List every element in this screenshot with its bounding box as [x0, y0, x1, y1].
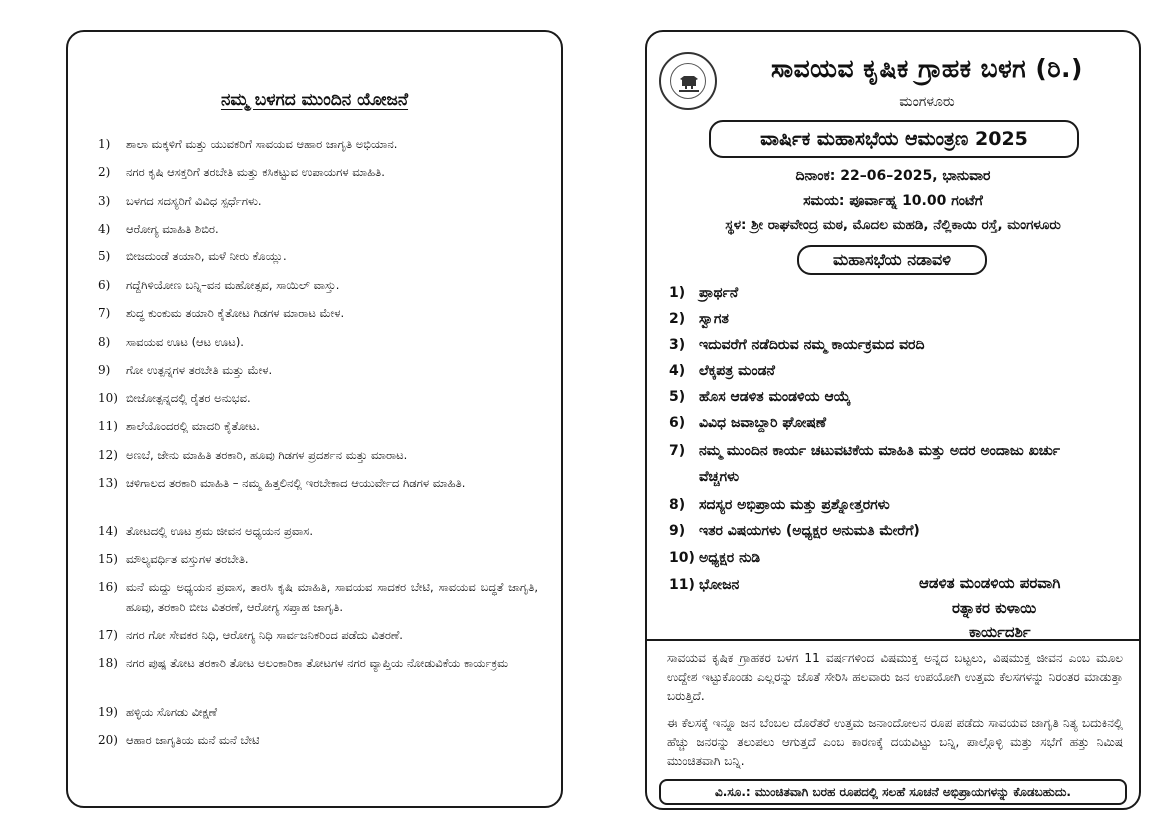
agenda-text: ಭೋಜನ — [699, 577, 740, 593]
future-plans-panel — [66, 30, 563, 808]
meeting-venue: ಸ್ಥಳ: ಶ್ರೀ ರಾಘವೇಂದ್ರ ಮಠ, ಮೊದಲ ಮಹಡಿ, ನೆಲ್ಲಿಕಾಯಿ ರಸ್ತೆ, ಮಂಗಳೂರು — [725, 217, 1061, 233]
about-paragraph: ಸಾವಯವ ಕೃಷಿಕ ಗ್ರಾಹಕರ ಬಳಗ 11 ವರ್ಷಗಳಿಂದ ವಿಷಮುಕ್ತ ಅನ್ನದ ಬಟ್ಟಲು, ವಿಷಮುಕ್ತ ಜೀವನ ಎಂಬ ಮೂಲ ಉದ್ದೇಶ ಇಟ್ಟುಕೊಂಡು ಎಲ್ಲರನ್ನು ಜೊತೆ ಸೇರಿಸಿ ಹಲವಾರು ಜನ ಉಪಯೋಗಿ ಉತ್ತಮ ಕೆಲಸಗಳನ್ನು ನಿರಂತರ ಮಾಡುತ್ತಾ ಬರುತ್ತಿದೆ. — [667, 651, 1123, 703]
signatory-name: ರತ್ನಾಕರ ಕುಳಾಯಿ — [952, 599, 1037, 617]
list-item — [98, 730, 538, 750]
future-plans-heading: ನಮ್ಮ ಬಳಗದ ಮುಂದಿನ ಯೋಜನೆ — [220, 90, 409, 110]
agenda-item — [669, 280, 1099, 306]
note-box: ವಿ.ಸೂ.: ಮುಂಚಿತವಾಗಿ ಬರಹ ರೂಪದಲ್ಲಿ ಸಲಹೆ ಸೂಚನೆ ಅಭಿಪ್ರಾಯಗಳನ್ನು ಕೊಡಬಹುದು. — [659, 779, 1127, 805]
item-text: ನಗರ ಕೃಷಿ ಆಸಕ್ತರಿಗೆ ತರಬೇತಿ ಮತ್ತು ಕಸಿಕಟ್ಟುವ ಉಪಾಯಗಳ ಮಾಹಿತಿ. — [126, 165, 385, 179]
item-number: 3) — [98, 194, 111, 208]
list-item — [98, 416, 538, 436]
agenda-text: ವಿವಿಧ ಜವಾಬ್ದಾರಿ ಘೋಷಣೆ — [699, 415, 827, 431]
list-item — [98, 625, 538, 645]
invitation-title: ವಾರ್ಷಿಕ ಮಹಾಸಭೆಯ ಆಮಂತ್ರಣ 2025 — [709, 120, 1079, 158]
agenda-text: ಸದಸ್ಯರ ಅಭಿಪ್ರಾಯ ಮತ್ತು ಪ್ರಶ್ನೋತ್ತರಗಳು — [699, 497, 890, 513]
list-item — [98, 303, 538, 323]
meeting-time: ಸಮಯ: ಪೂರ್ವಾಹ್ನ 10.00 ಗಂಟೆಗೆ — [803, 193, 983, 209]
agenda-number: 4) — [669, 363, 686, 379]
list-item — [98, 134, 538, 154]
item-number: 13) — [98, 476, 118, 490]
organization-logo — [659, 52, 717, 110]
signatory-role: ಕಾರ್ಯದರ್ಶಿ — [969, 623, 1031, 641]
appeal-paragraph: ಈ ಕೆಲಸಕ್ಕೆ ಇನ್ನೂ ಜನ ಬೆಂಬಲ ದೊರೆತರೆ ಉತ್ತಮ ಜನಾಂದೋಲನ ರೂಪ ಪಡೆದು ಸಾವಯವ ಜಾಗೃತಿ ನಿತ್ಯ ಬದುಕಿನಲ್ಲಿ ಹೆಚ್ಚು ಜನರನ್ನು ತಲುಪಲು ಆಗುತ್ತದೆ ಎಂಬ ಕಾರಣಕ್ಕೆ ದಯವಿಟ್ಟು ಬನ್ನಿ, ಪಾಲ್ಗೊಳ್ಳಿ ಮತ್ತು ಸಭೆಗೆ ಹತ್ತು ನಿಮಿಷ ಮುಂಚಿತವಾಗಿ ಬನ್ನಿ. — [667, 716, 1123, 768]
agenda-number: 9) — [669, 523, 686, 539]
agenda-item — [669, 358, 1099, 384]
agenda-number: 8) — [669, 497, 686, 513]
item-number: 19) — [98, 705, 118, 719]
agenda-text: ಲೆಕ್ಕಪತ್ರ ಮಂಡನೆ — [699, 363, 775, 379]
agenda-item — [669, 572, 789, 598]
item-text: ಬೀಜದುಂಡೆ ತಯಾರಿ, ಮಳೆ ನೀರು ಕೊಯ್ಲು. — [126, 249, 287, 263]
agenda-number: 3) — [669, 337, 686, 353]
list-item — [98, 219, 538, 239]
agenda-item — [669, 438, 1099, 490]
item-text: ನಗರ ಗೋ ಸೇವಕರ ನಿಧಿ, ಆರೋಗ್ಯ ನಿಧಿ ಸಾರ್ವಜನಿಕರಿಂದ ಪಡೆದು ವಿತರಣೆ. — [126, 628, 403, 642]
organization-title: ಸಾವಯವ ಕೃಷಿಕ ಗ್ರಾಹಕ ಬಳಗ (ರಿ.) — [771, 54, 1083, 83]
cow-emblem-icon — [677, 71, 701, 93]
item-text: ಸಾವಯವ ಊಟ (ಆಟ ಊಟ). — [126, 335, 244, 349]
item-text: ಬೀಜೋತ್ಪನ್ನದಲ್ಲಿ ರೈತರ ಅನುಭವ. — [126, 391, 251, 405]
list-item — [98, 473, 538, 493]
agenda-number: 10) — [669, 550, 695, 566]
item-number: 6) — [98, 278, 111, 292]
agenda-title: ಮಹಾಸಭೆಯ ನಡಾವಳಿ — [797, 245, 987, 275]
list-item — [98, 275, 538, 295]
item-text: ಮನೆ ಮದ್ದು ಅಧ್ಯಯನ ಪ್ರವಾಸ, ತಾರಸಿ ಕೃಷಿ ಮಾಹಿತಿ, ಸಾವಯವ ಸಾದಕರ ಬೇಟಿ, ಸಾವಯವ ಬದ್ಧತೆ ಜಾಗೃತಿ, ಹೂವು, ತರಕಾರಿ ಬೀಜ ವಿತರಣೆ, ಆರೋಗ್ಯ ಸಪ್ತಾಹ ಜಾಗೃತಿ. — [126, 580, 538, 614]
item-number: 18) — [98, 656, 118, 670]
agenda-number: 6) — [669, 415, 686, 431]
agenda-item — [669, 384, 1099, 410]
agenda-item — [669, 306, 1099, 332]
agenda-text: ಸ್ವಾಗತ — [699, 311, 729, 327]
item-number: 5) — [98, 249, 111, 263]
item-number: 20) — [98, 733, 118, 747]
item-number: 12) — [98, 448, 118, 462]
agenda-item — [669, 332, 1099, 358]
item-text: ತೋಟದಲ್ಲಿ ಊಟ ಶ್ರಮ ಜೀವನ ಅಧ್ಯಯನ ಪ್ರವಾಸ. — [126, 524, 314, 538]
item-number: 2) — [98, 165, 111, 179]
item-text: ಶಾಲಾ ಮಕ್ಕಳಿಗೆ ಮತ್ತು ಯುವಕರಿಗೆ ಸಾವಯವ ಆಹಾರ ಜಾಗೃತಿ ಅಭಿಯಾನ. — [126, 137, 398, 151]
list-item — [98, 388, 538, 408]
section-divider — [647, 639, 1139, 641]
item-text: ಆಹಾರ ಜಾಗೃತಿಯ ಮನೆ ಮನೆ ಬೇಟಿ — [126, 733, 260, 747]
item-text: ಚಳಿಗಾಲದ ತರಕಾರಿ ಮಾಹಿತಿ – ನಮ್ಮ ಹಿತ್ತಲಿನಲ್ಲಿ ಇರಬೇಕಾದ ಆಯುರ್ವೇದ ಗಿಡಗಳ ಮಾಹಿತಿ. — [126, 476, 466, 490]
list-item — [98, 549, 538, 569]
item-number: 8) — [98, 335, 111, 349]
list-item — [98, 191, 538, 211]
agenda-text: ಇದುವರೆಗೆ ನಡೆದಿರುವ ನಮ್ಮ ಕಾರ್ಯಕ್ರಮದ ವರದಿ — [699, 337, 925, 353]
meeting-date: ದಿನಾಂಕ: 22–06–2025, ಭಾನುವಾರ — [795, 168, 991, 184]
list-item — [98, 445, 538, 465]
agenda-text: ಅಧ್ಯಕ್ಷರ ನುಡಿ — [699, 550, 761, 566]
logo-emblem — [670, 63, 706, 99]
agenda-item — [669, 518, 1099, 544]
item-number: 14) — [98, 524, 118, 538]
item-number: 17) — [98, 628, 118, 642]
agenda-number: 2) — [669, 311, 686, 327]
item-text: ಶಾಲೆಯೊಂದರಲ್ಲಿ ಮಾದರಿ ಕೈತೋಟ. — [126, 419, 260, 433]
invitation-panel — [645, 30, 1141, 810]
item-number: 4) — [98, 222, 111, 236]
signatory-organization: ಆಡಳಿತ ಮಂಡಳಿಯ ಪರವಾಗಿ — [919, 574, 1061, 592]
agenda-text: ಪ್ರಾರ್ಥನೆ — [699, 285, 739, 301]
item-number: 9) — [98, 363, 111, 377]
list-item — [98, 332, 538, 352]
item-text: ಮೌಲ್ಯವರ್ಧಿತ ವಸ್ತುಗಳ ತರಬೇತಿ. — [126, 552, 249, 566]
item-number: 11) — [98, 419, 118, 433]
agenda-text: ಇತರ ವಿಷಯಗಳು (ಅಧ್ಯಕ್ಷರ ಅನುಮತಿ ಮೇರೆಗೆ) — [699, 523, 920, 539]
list-item — [98, 162, 538, 182]
agenda-number: 1) — [669, 285, 686, 301]
list-item — [98, 577, 538, 617]
item-text: ಗದ್ದೆಗಿಳಿಯೋಣ ಬನ್ನಿ–ವನ ಮಹೋತ್ಸವ, ಸಾಯಿಲ್ ವಾಸ್ತು. — [126, 278, 340, 292]
item-text: ನಗರ ಪುಷ್ಪ ತೋಟ ತರಕಾರಿ ತೋಟ ಅಲಂಕಾರಿಕಾ ತೋಟಗಳ ನಗರ ವ್ಯಾಪ್ತಿಯ ನೋಡುವಿಕೆಯ ಕಾರ್ಯಕ್ರಮ — [126, 656, 509, 670]
list-item — [98, 246, 538, 266]
item-number: 7) — [98, 306, 111, 320]
agenda-text: ಹೊಸ ಆಡಳಿತ ಮಂಡಳಿಯ ಆಯ್ಕೆ — [699, 389, 851, 405]
item-text: ಗೋ ಉತ್ಪನ್ನಗಳ ತರಬೇತಿ ಮತ್ತು ಮೇಳ. — [126, 363, 273, 377]
agenda-number: 11) — [669, 577, 695, 593]
item-text: ಆರೋಗ್ಯ ಮಾಹಿತಿ ಶಿಬಿರ. — [126, 222, 219, 236]
list-item — [98, 653, 538, 673]
list-item — [98, 360, 538, 380]
agenda-number: 5) — [669, 389, 686, 405]
list-item — [98, 702, 538, 722]
item-number: 16) — [98, 580, 118, 594]
item-text: ಬಳಗದ ಸದಸ್ಯರಿಗೆ ವಿವಿಧ ಸ್ಪರ್ಧೆಗಳು. — [126, 194, 262, 208]
item-number: 15) — [98, 552, 118, 566]
item-text: ಶುದ್ಧ ಕುಂಕುಮ ತಯಾರಿ ಕೈತೋಟ ಗಿಡಗಳ ಮಾರಾಟ ಮೇಳ. — [126, 306, 345, 320]
agenda-item — [669, 492, 1099, 518]
organization-city: ಮಂಗಳೂರು — [899, 94, 955, 110]
agenda-item — [669, 410, 1099, 436]
list-item — [98, 521, 538, 541]
item-number: 10) — [98, 391, 118, 405]
item-text: ಅಣಬೆ, ಜೇನು ಮಾಹಿತಿ ತರಕಾರಿ, ಹೂವು ಗಿಡಗಳ ಪ್ರದರ್ಶನ ಮತ್ತು ಮಾರಾಟ. — [126, 448, 408, 462]
agenda-item — [669, 545, 1099, 571]
agenda-text: ನಮ್ಮ ಮುಂದಿನ ಕಾರ್ಯ ಚಟುವಟಿಕೆಯ ಮಾಹಿತಿ ಮತ್ತು ಅದರ ಅಂದಾಜು ಖರ್ಚು ವೆಚ್ಚಗಳು — [699, 443, 1061, 485]
agenda-number: 7) — [669, 443, 686, 459]
item-text: ಹಳ್ಳಿಯ ಸೊಗಡು ವೀಕ್ಷಣೆ — [126, 705, 218, 719]
item-number: 1) — [98, 137, 111, 151]
